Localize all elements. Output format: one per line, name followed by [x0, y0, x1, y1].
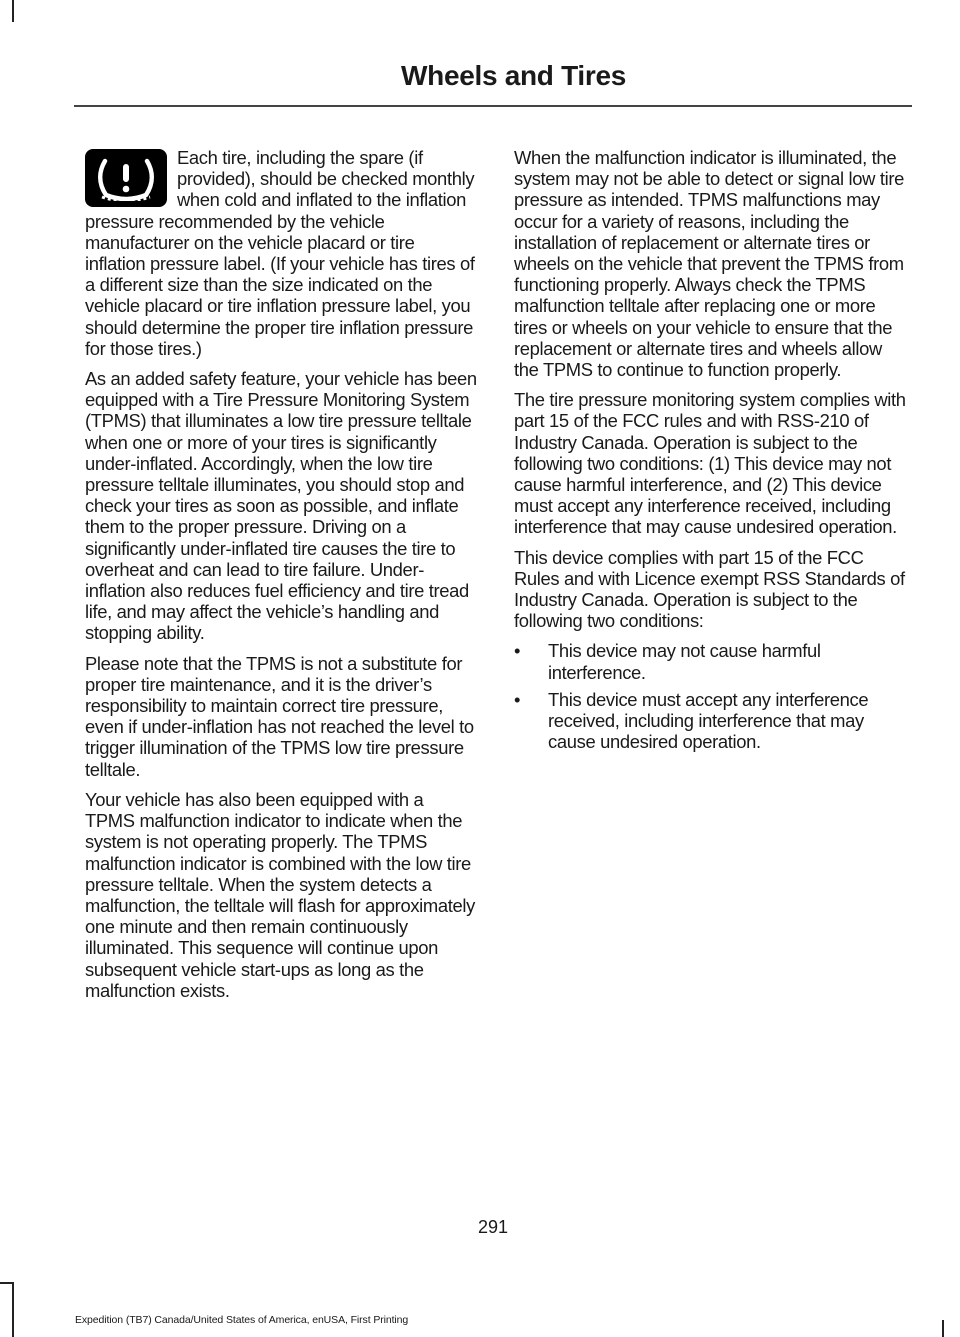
page-number: 291: [477, 1217, 509, 1237]
header-divider: [74, 105, 912, 107]
crop-mark-top-left: [12, 0, 14, 22]
paragraph-licence-exempt: This device complies with part 15 of the FCC Rules and with Licence exempt RSS Standards of Industry Canada. Operation is subject to the following two conditions:: [514, 546, 905, 632]
left-column: [85, 147, 477, 1010]
conditions-list: [514, 640, 908, 752]
paragraph-tpms-feature: As an added safety feature, your vehicle has been equipped with a Tire Pressure Monitoring System (TPMS) that illuminates a low tire pressure telltale when one or more of your tires is significantly under-inflated. Accordingly, when the low tire pressure telltale illuminates, you should stop and check your tires as soon as possible, and inflate them to the proper pressure. Driving on a significantly under-inflated tire causes the tire to overheat and can lead to tire failure. Under-inflation also reduces fuel efficiency and tire tread life, and may affect the vehicle’s handling and stopping ability.: [85, 368, 477, 644]
page-title: Wheels and Tires: [401, 60, 626, 91]
right-column: [514, 147, 908, 758]
paragraph-malfunction-indicator: Your vehicle has also been equipped with a TPMS malfunction indicator to indicate when the system is not operating properly. The TPMS malfunction indicator is combined with the low tire pressure telltale. When the system detects a malfunction, the telltale will flash for approximately one minute and then remain continuously illuminated. This sequence will continue upon subsequent vehicle start-ups as long as the malfunction exists.: [85, 788, 475, 1001]
list-item: • This device may not cause harmful interference.: [514, 640, 821, 683]
tire-pressure-warning-icon: [85, 149, 167, 207]
paragraph-intro: Each tire, including the spare (if provided), should be checked monthly when cold and inflated to the inflation pressure recommended by the vehicle manufacturer on the vehicle placard or tire inflation pressure label. (If your vehicle has tires of a different size than the size indicated on the vehicle placard or tire inflation pressure label, you should determine the proper tire inflation pressure for those tires.): [85, 147, 475, 359]
crop-mark-bottom-right: [942, 1320, 944, 1337]
footer-text: Expedition (TB7) Canada/United States of America, enUSA, First Printing: [75, 1314, 409, 1326]
paragraph-fcc-compliance: The tire pressure monitoring system complies with part 15 of the FCC rules and with RSS-210 of Industry Canada. Operation is subject to the following two conditions: (1) This device may not cause harmful interference, and (2) This device must accept any interference received, including interference that may cause undesired operation.: [514, 389, 906, 538]
bullet-glyph: •: [514, 640, 521, 662]
paragraph-malfunction-illuminated: When the malfunction indicator is illuminated, the system may not be able to detect or signal low tire pressure as intended. TPMS malfunctions may occur for a variety of reasons, including the installation of replacement or alternate tires or wheels on the vehicle that prevent the TPMS from functioning properly. Always check the TPMS malfunction telltale after replacing one or more tires or wheels on your vehicle to ensure that the replacement or alternate tires and wheels allow the TPMS to continue to function properly.: [514, 147, 905, 381]
bullet-glyph: •: [514, 688, 521, 710]
paragraph-tpms-note: Please note that the TPMS is not a substitute for proper tire maintenance, and it is the driver’s responsibility to maintain correct tire pressure, even if under-inflation has not reached the level to trigger illumination of the TPMS low tire pressure telltale.: [85, 652, 474, 780]
crop-mark-bottom-left-h: [0, 1282, 14, 1284]
list-item: • This device must accept any interference received, including interference that may cause undesired operation.: [514, 688, 869, 753]
crop-mark-bottom-left: [12, 1282, 14, 1337]
